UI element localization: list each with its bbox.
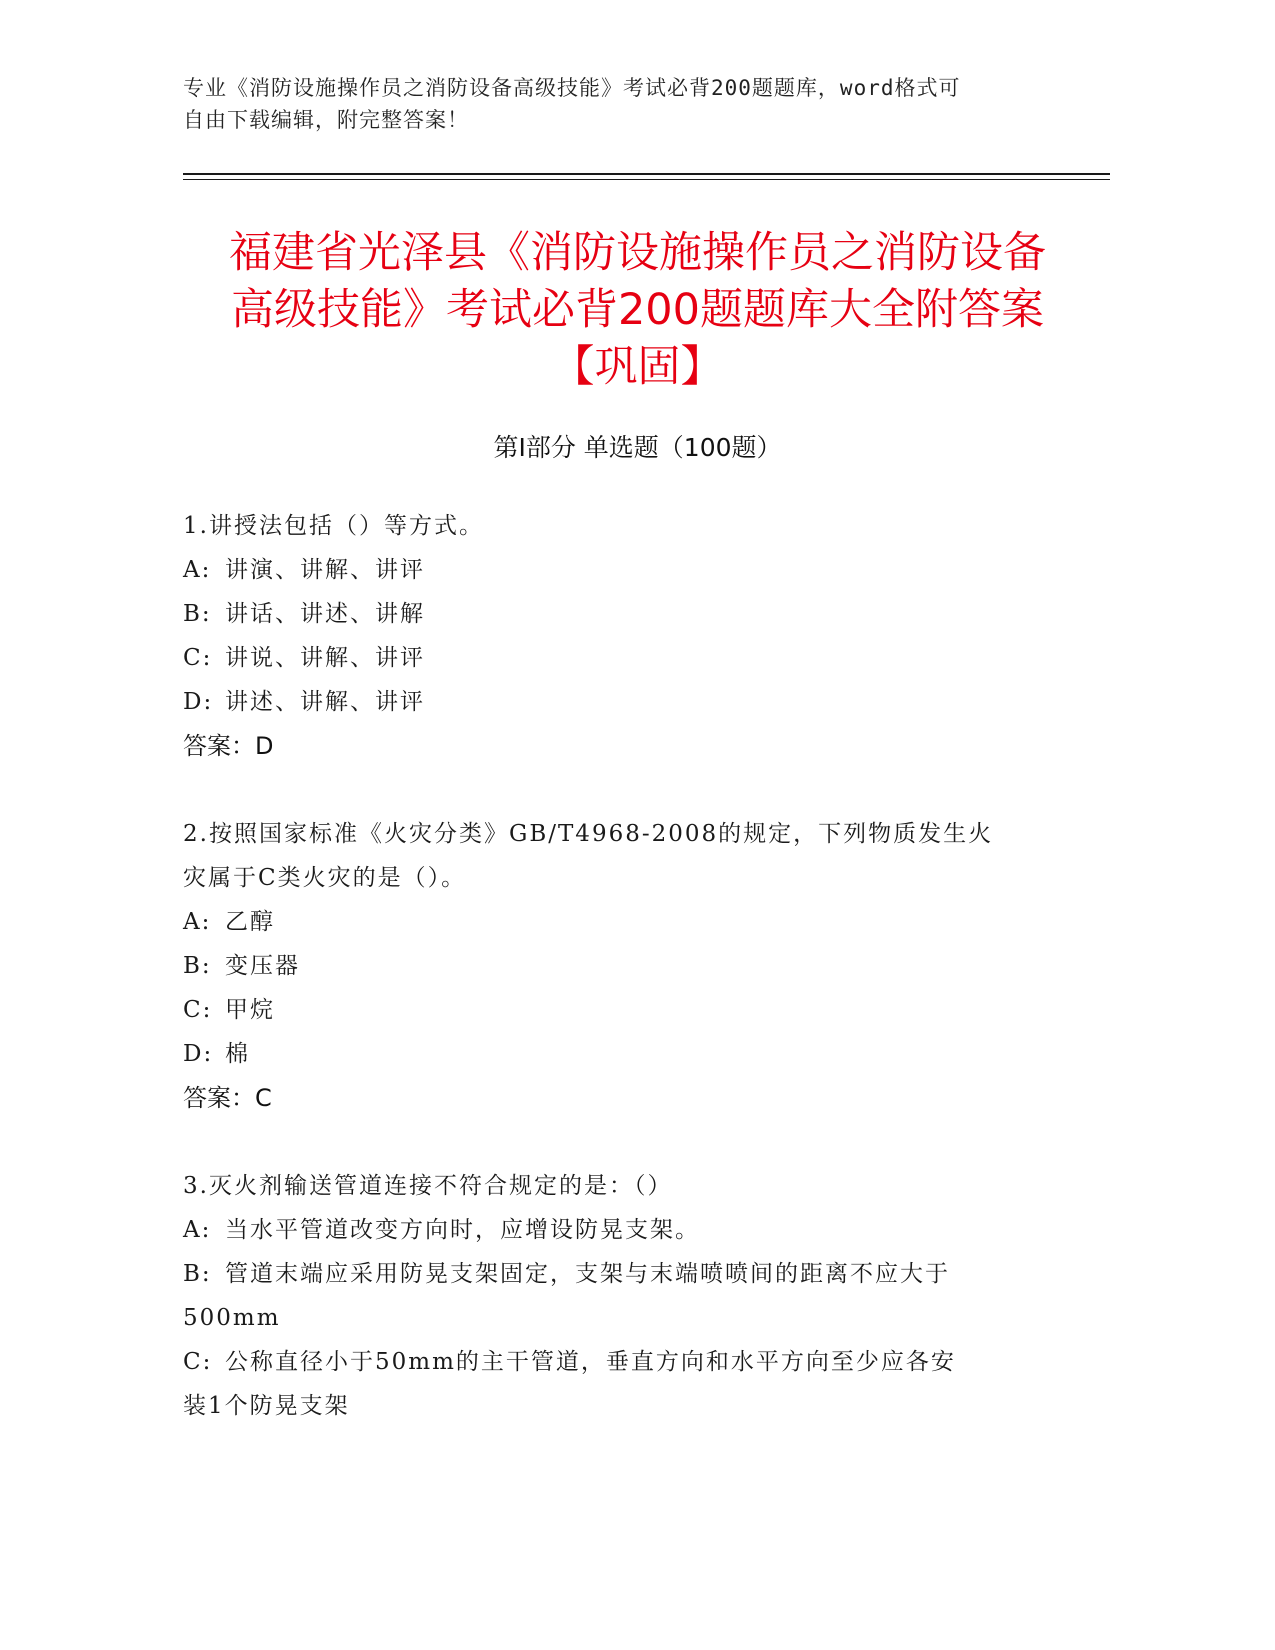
question-stem-line: 1.讲授法包括（）等方式。 (183, 513, 484, 539)
section-title: 第Ⅰ部分 单选题（100题） (493, 433, 782, 462)
question-item (183, 812, 1063, 1120)
document-title-line-1: 福建省光泽县《消防设施操作员之消防设备 (229, 228, 1046, 278)
option-text: 变压器 (225, 953, 300, 979)
question-option-line (183, 1384, 1063, 1428)
option-letter: A: (183, 1217, 212, 1243)
header-divider-thick (183, 173, 1110, 175)
question-option-line (183, 636, 1063, 680)
option-letter: C: (183, 1349, 213, 1375)
option-text: 讲说、讲解、讲评 (225, 645, 425, 671)
option-text: 乙醇 (225, 909, 275, 935)
header-note-line-1: 专业《消防设施操作员之消防设备高级技能》考试必背200题题库，word格式可 (183, 76, 961, 100)
question-stem-line: 3.灭火剂输送管道连接不符合规定的是：（） (183, 1173, 673, 1199)
question-item (183, 504, 1063, 768)
option-letter: D: (183, 1041, 214, 1067)
question-stem-line: 2.按照国家标准《火灾分类》GB/T4968-2008的规定，下列物质发生火 (183, 821, 994, 847)
document-title-line-3: 【巩固】 (551, 342, 724, 392)
option-text: 棉 (225, 1041, 250, 1067)
question-option-line (183, 1252, 1063, 1296)
question-option-line (183, 944, 1063, 988)
option-text: 当水平管道改变方向时，应增设防晃支架。 (225, 1217, 700, 1243)
question-option-line (183, 680, 1063, 724)
option-text: 甲烷 (225, 997, 275, 1023)
option-text: 管道末端应采用防晃支架固定，支架与末端喷喷间的距离不应大于 (225, 1261, 950, 1287)
option-letter: A: (183, 909, 212, 935)
option-letter: B: (183, 953, 212, 979)
question-answer: 答案：D (183, 732, 274, 760)
header-divider-thin (183, 179, 1110, 180)
option-letter: A: (183, 557, 212, 583)
question-option-line (183, 988, 1063, 1032)
option-letter: B: (183, 601, 212, 627)
question-list (183, 504, 1063, 1472)
question-option-line (183, 592, 1063, 636)
header-note-line-2: 自由下载编辑，附完整答案！ (183, 108, 469, 132)
option-letter: C: (183, 997, 213, 1023)
question-option-line (183, 1340, 1063, 1384)
option-letter: D: (183, 689, 214, 715)
option-text: 讲演、讲解、讲评 (225, 557, 425, 583)
option-text: 装1个防晃支架 (183, 1393, 350, 1419)
question-answer: 答案：C (183, 1084, 272, 1112)
question-option-line (183, 1296, 1063, 1340)
question-stem-line: 灾属于C类火灾的是（）。 (183, 865, 467, 891)
option-text: 公称直径小于50mm的主干管道，垂直方向和水平方向至少应各安 (225, 1349, 956, 1375)
option-letter: C: (183, 645, 213, 671)
option-text: 讲话、讲述、讲解 (225, 601, 425, 627)
question-option-line (183, 548, 1063, 592)
document-title (160, 225, 1115, 396)
option-text: 讲述、讲解、讲评 (225, 689, 425, 715)
question-item (183, 1164, 1063, 1428)
question-option-line (183, 900, 1063, 944)
option-letter: B: (183, 1261, 212, 1287)
question-option-line (183, 1032, 1063, 1076)
header-note (183, 72, 1063, 136)
question-option-line (183, 1208, 1063, 1252)
option-text: 500mm (183, 1305, 281, 1331)
document-title-line-2: 高级技能》考试必背200题题库大全附答案 (230, 285, 1045, 335)
